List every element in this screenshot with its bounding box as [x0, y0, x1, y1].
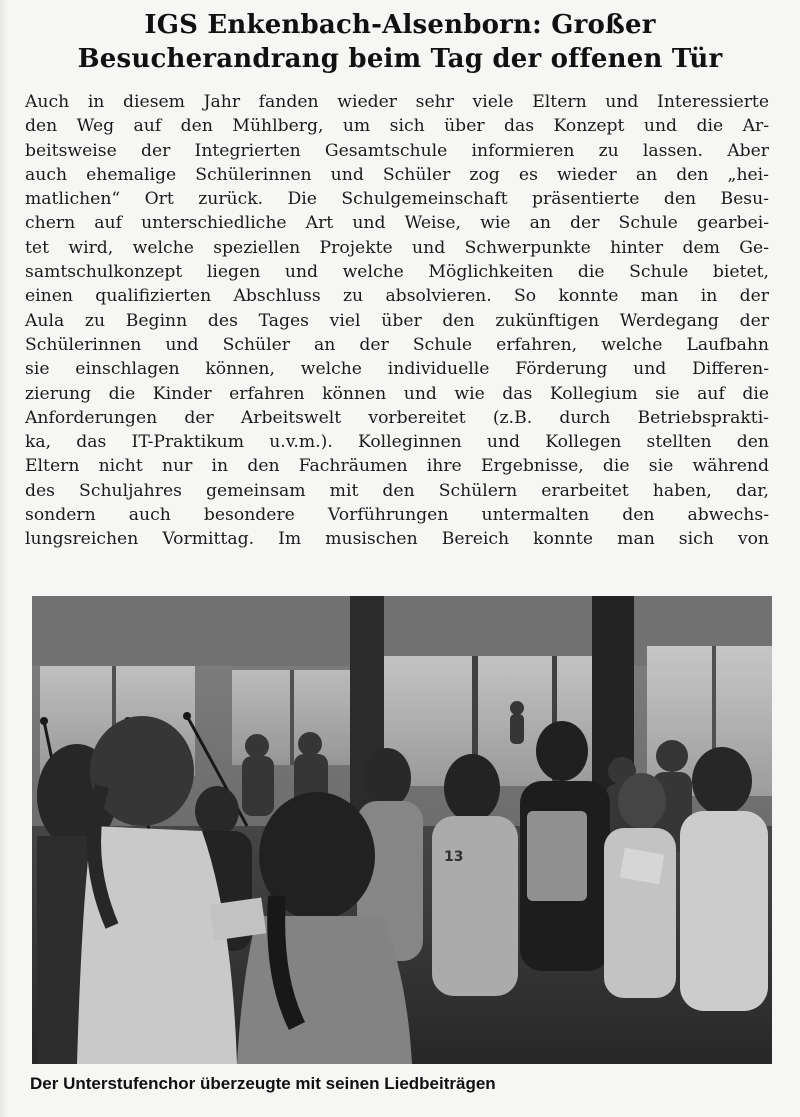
article-body-line: Aula zu Beginn des Tages viel über den zukünftigen Werdegang der	[25, 310, 769, 331]
article-body-line: Schülerinnen und Schüler an der Schule erfahren, welche Laufbahn	[25, 334, 769, 355]
article-body-line: des Schuljahres gemeinsam mit den Schülern erarbeitet haben, dar,	[25, 480, 769, 501]
article-body-line: Eltern nicht nur in den Fachräumen ihre Ergebnisse, die sie während	[25, 456, 769, 477]
article-body-line: den Weg auf den Mühlberg, um sich über das Konzept und die Ar-	[25, 116, 769, 137]
choir-photo-illustration	[32, 596, 772, 1064]
headline-line-2: Besucherandrang beim Tag der offenen Tür	[77, 44, 723, 74]
photo-caption: Der Unterstufenchor überzeugte mit seinen Liedbeiträgen	[30, 1074, 496, 1093]
article-body-line: auch ehemalige Schülerinnen und Schüler zog es wieder an den „hei-	[25, 164, 769, 185]
article-body-line: matlichen“ Ort zurück. Die Schulgemeinschaft präsentierte den Besu-	[25, 189, 769, 210]
article-body-line: beitsweise der Integrierten Gesamtschule informieren zu lassen. Aber	[25, 140, 769, 161]
article-body-line: Auch in diesem Jahr fanden wieder sehr viele Eltern und Interessierte	[25, 92, 769, 112]
article-body	[25, 90, 769, 552]
shirt-number: 13	[444, 849, 464, 865]
article-body-line: chern auf unterschiedliche Art und Weise, wie an der Schule gearbei-	[25, 213, 769, 234]
article-body-line: einen qualifizierten Abschluss zu absolvieren. So konnte man in der	[25, 286, 769, 307]
article-body-line: sie einschlagen können, welche individuelle Förderung und Differen-	[25, 359, 769, 380]
article-body-line: lungsreichen Vormittag. Im musischen Bereich konnte man sich von	[25, 529, 769, 550]
headline-line-1: IGS Enkenbach-Alsenborn: Großer	[144, 10, 656, 40]
article-body-line: Anforderungen der Arbeitswelt vorbereitet (z.B. durch Betriebsprakti-	[25, 407, 769, 428]
article-body-line: ka, das IT-Praktikum u.v.m.). Kolleginnen und Kollegen stellten den	[25, 432, 769, 453]
article-body-line: tet wird, welche speziellen Projekte und Schwerpunkte hinter dem Ge-	[25, 237, 769, 258]
article-body-line: sondern auch besondere Vorführungen untermalten den abwechs-	[25, 505, 769, 526]
article-headline	[20, 8, 780, 76]
choir-photo	[32, 596, 772, 1064]
article-body-line: samtschulkonzept liegen und welche Möglichkeiten die Schule bietet,	[25, 262, 769, 283]
article-body-line: zierung die Kinder erfahren können und wie das Kollegium sie auf die	[25, 383, 769, 404]
paper-edge-shadow	[0, 0, 8, 1117]
